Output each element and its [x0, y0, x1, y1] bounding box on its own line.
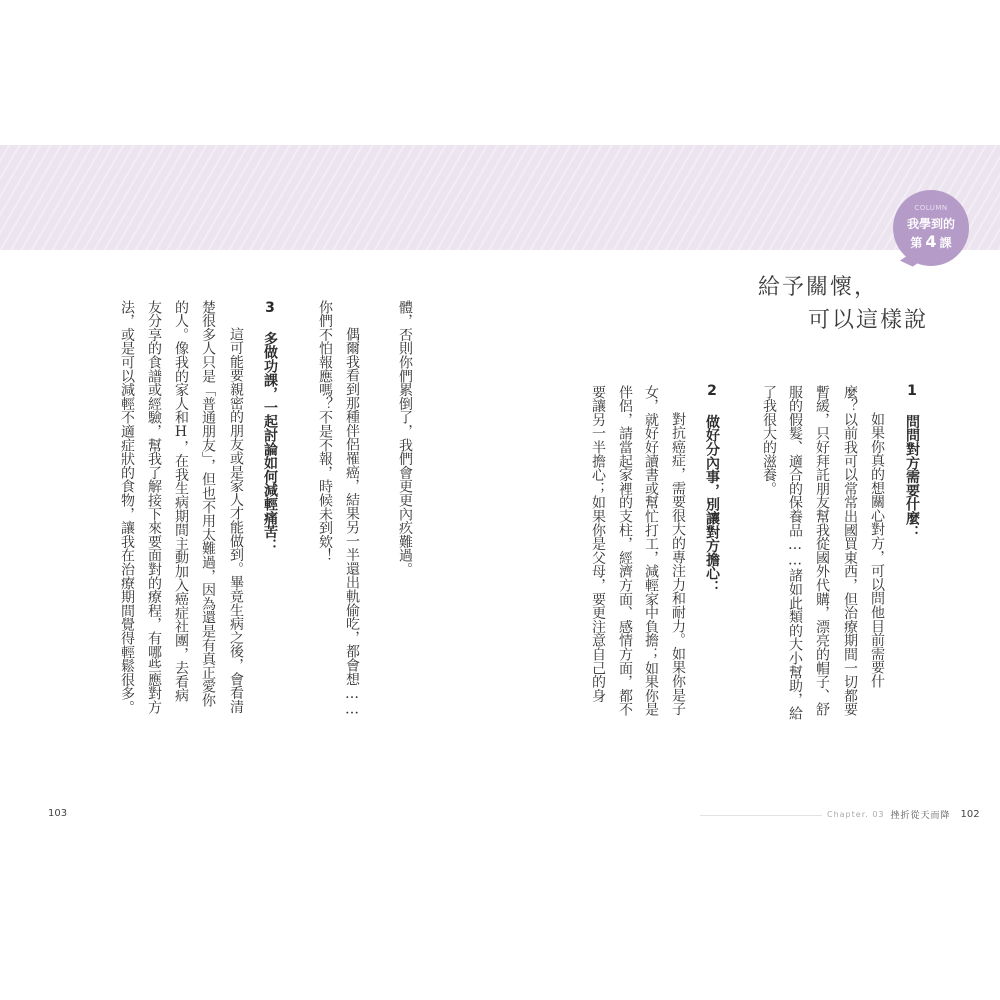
heading-1: 1 問問對方需要什麼： [904, 383, 920, 539]
chapter-label: Chapter. 03 [827, 810, 885, 819]
footer-rule [700, 815, 822, 816]
text-column: 法，或是可以減輕不適症狀的食物，讓我在治療期間覺得輕鬆很多。 [119, 300, 135, 715]
column-badge [893, 190, 969, 266]
left-page-number: 103 [48, 808, 68, 819]
chapter-title: 挫折從天而降 [890, 811, 951, 821]
text-column: 你們不怕報應嗎？不是不報，時候未到欸！ [317, 300, 333, 563]
text-column: 服的假髮、適合的保養品……諸如此類的大小幫助，給 [787, 385, 803, 721]
heading-2: 2 做好分內事，別讓對方擔心： [704, 383, 720, 595]
title-line-2: 可以這樣說 [808, 308, 929, 333]
badge-label: COLUMN [914, 204, 948, 212]
right-footer [827, 808, 980, 821]
text-column: 要讓另一半擔心；如果你是父母，要更注意自己的身 [590, 385, 606, 703]
header-band [0, 145, 1000, 250]
text-column: 偶爾我看到那種伴侶罹癌，結果另一半還出軌偷吃，都會想…… [344, 327, 360, 718]
text-column: 體，否則你們累倒了，我們會更更內疚難過。 [397, 300, 413, 577]
text-column: 的人。像我的家人和H，在我生病期間主動加入癌症社團，去看病 [173, 300, 189, 703]
text-column: 暫緩，只好拜託朋友幫我從國外代購，漂亮的帽子、舒 [814, 385, 830, 717]
text-column: 如果你真的想關心對方，可以問他目前需要什 [869, 412, 885, 689]
badge-number: 4 [925, 232, 937, 251]
text-column: 友分享的食譜或經驗，幫我了解接下來要面對的療程，有哪些應對方 [146, 300, 162, 715]
text-column: 女，就好好讀書或幫忙打工，減輕家中負擔；如果你是 [643, 385, 659, 717]
badge-line2 [893, 232, 969, 251]
text-column: 這可能要親密的朋友或是家人才能做到。畢竟生病之後，會看清 [228, 327, 244, 714]
heading-3: 3 多做功課，一起討論如何減輕痛苦： [262, 300, 278, 553]
badge-suffix: 課 [939, 236, 952, 250]
right-page-number: 102 [960, 809, 980, 820]
text-column: 楚很多人只是「普通朋友」，但也不用太難過，因為還是有真正愛你 [200, 300, 216, 708]
text-column: 麼？以前我可以常常出國買東西，但治療期間一切都要 [842, 385, 858, 717]
text-column: 伴侶，請當起家裡的支柱，經濟方面、感情方面，都不 [617, 385, 633, 717]
text-column: 對抗癌症，需要很大的專注力和耐力。如果你是子 [670, 412, 686, 716]
text-column: 了我很大的滋養。 [761, 385, 777, 496]
badge-line1: 我學到的 [906, 217, 955, 231]
badge-prefix: 第 [910, 236, 923, 250]
title-line-1: 給予關懷， [758, 275, 879, 300]
